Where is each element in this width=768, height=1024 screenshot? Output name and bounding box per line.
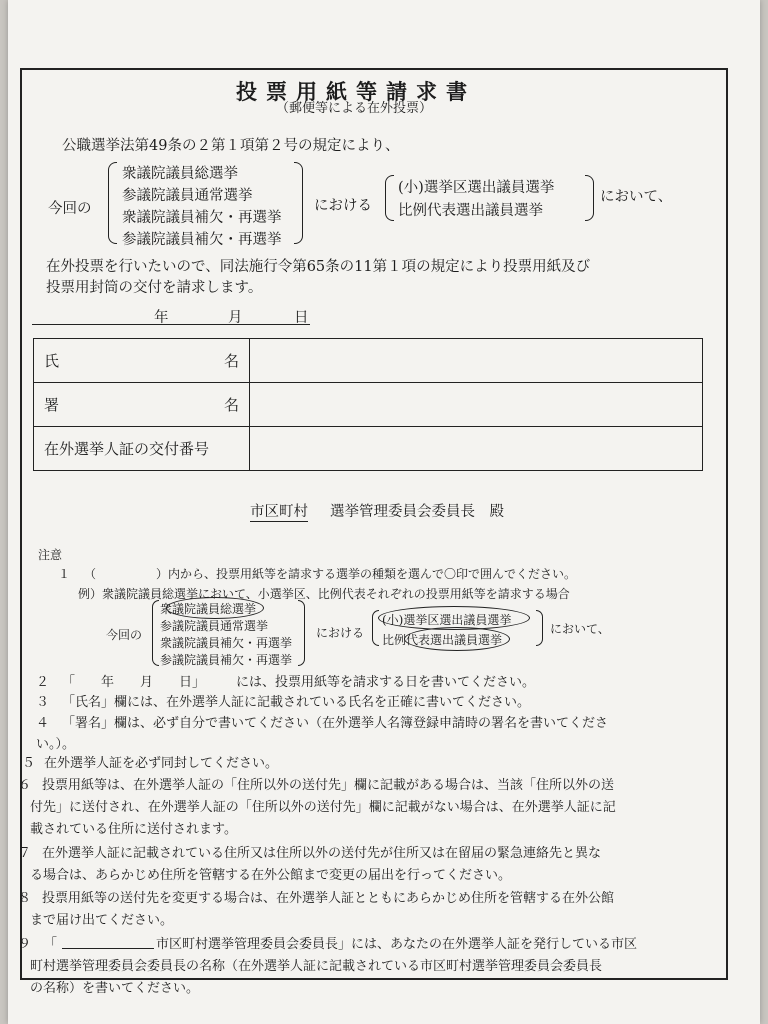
note-1-text: （ ）内から、投票用紙等を請求する選挙の種類を選んで〇印で囲んでください。 [84,567,577,581]
right-brace [585,175,594,221]
municipality-label: 市区町村 [250,500,308,522]
note-5-text: 在外選挙人証を必ず同封してください。 [44,756,279,771]
signature-label-1: 署 [44,396,60,414]
date-month: 月 [228,310,243,326]
selection-circle [166,597,264,619]
konkai-label: 今回の [48,201,92,217]
example-type-2: 比例代表選出議員選挙 [382,633,503,647]
note-4-text-1: 「署名」欄は、必ず自分で書いてください（在外選挙人名簿登録申請時の署名を書いてくださ [62,716,609,731]
note-3-text: 「氏名」欄には、在外選挙人証に記載されている氏名を正確に書いてください。 [62,695,531,710]
type-option-2: 比例代表選出議員選挙 [398,203,543,219]
name-label-2: 名 [223,352,239,370]
note-6-number: ６ [18,778,32,793]
signature-field[interactable] [250,383,703,427]
note-7-text-1: 在外選挙人証に記載されている住所又は住所以外の送付先が住所又は在留届の緊急連絡先と異な [42,846,602,861]
note-6-text-1: 投票用紙等は、在外選挙人証の「住所以外の送付先」欄に記載がある場合は、当該「住所以外の送 [42,778,615,793]
example-election-2: 参議院議員通常選挙 [160,619,269,633]
type-option-1: (小)選挙区選出議員選挙 [398,180,555,196]
note-9-blank-line [62,948,154,949]
signature-row [34,383,703,427]
addressee-rest: 選挙管理委員会委員長 殿 [330,504,504,520]
form-title: 投票用紙等請求書 [236,79,476,104]
note-3-number: ３ [36,695,50,710]
nioite-label: において、 [600,189,673,205]
note-4-number: ４ [36,716,50,731]
election-option-1: 衆議院議員総選挙 [122,166,238,182]
note-5-number: ５ [22,756,36,771]
example-niokeru: における [316,626,365,640]
date-day: 日 [294,310,309,326]
right-brace [536,610,543,646]
election-option-3: 衆議院議員補欠・再選挙 [122,210,282,226]
example-konkai: 今回の [106,628,143,642]
right-brace [298,600,305,666]
notes-heading: 注意 [38,548,63,562]
example-nioite: において、 [550,622,610,636]
cert-label: 在外選挙人証の交付番号 [34,427,250,471]
name-field[interactable] [250,339,703,383]
note-7-text-2: る場合は、あらかじめ住所を管轄する在外公館まで変更の届出を行ってください。 [30,868,512,883]
note-6-text-2: 付先」に送付され、在外選挙人証の「住所以外の送付先」欄に記載がない場合は、在外選挙人証に記 [30,800,616,815]
request-line-2: 投票用封筒の交付を請求します。 [46,280,263,296]
request-line-1: 在外投票を行いたいので、同法施行令第65条の11第１項の規定により投票用紙及び [46,259,591,275]
left-brace [385,175,394,221]
note-2-text: には、投票用紙等を請求する日を書いてください。 [236,675,536,690]
note-9-text-3: の名称）を書いてください。 [30,981,200,996]
name-label-1: 氏 [44,352,60,370]
selection-circle [404,627,510,651]
election-option-2: 参議院議員通常選挙 [122,188,253,204]
note-1-number: １ [58,567,71,581]
note-4-text-2: い。）。 [36,737,76,752]
left-brace [108,162,117,244]
note-9-open-quote: 「 [44,937,58,952]
note-7-number: ７ [18,846,32,861]
election-option-4: 参議院議員補欠・再選挙 [122,232,282,248]
law-clause: 公職選挙法第49条の２第１項第２号の規定により、 [62,138,400,154]
note-9-text-1: 市区町村選挙管理委員会委員長」には、あなたの在外選挙人証を発行している市区 [156,937,638,952]
name-row [34,339,703,383]
example-label: 例）衆議院議員総選挙において、小選挙区、比例代表それぞれの投票用紙等を請求する場合 [78,587,570,601]
example-election-3: 衆議院議員補欠・再選挙 [160,636,293,650]
cert-number-field[interactable] [250,427,703,471]
cert-row [34,427,703,471]
form-subtitle: （郵便等による在外投票） [276,101,433,116]
example-election-4: 参議院議員補欠・再選挙 [160,653,293,667]
note-8-text-1: 投票用紙等の送付先を変更する場合は、在外選挙人証とともにあらかじめ住所を管轄する在外公館 [42,891,615,906]
example-election-1: 衆議院議員総選挙 [160,602,257,616]
example-type-1: (小)選挙区選出議員選挙 [382,613,512,627]
date-year: 年 [154,310,169,326]
note-8-text-2: まで届け出てください。 [30,913,174,928]
note-6-text-3: 載されている住所に送付されます。 [30,822,237,837]
note-9-number: ９ [18,937,32,952]
left-brace [152,600,159,666]
note-9-text-2: 町村選挙管理委員会委員長の名称（在外選挙人証に記載されている市区町村選挙管理委員会委員長 [30,959,603,974]
note-2-quote: 「 年 月 日」 [62,675,206,690]
date-underline [32,324,310,325]
signature-label-2: 名 [223,396,239,414]
right-brace [294,162,303,244]
niokeru-label: における [314,198,372,214]
note-8-number: ８ [18,891,32,906]
note-2-number: ２ [36,675,50,690]
applicant-table [33,338,703,471]
